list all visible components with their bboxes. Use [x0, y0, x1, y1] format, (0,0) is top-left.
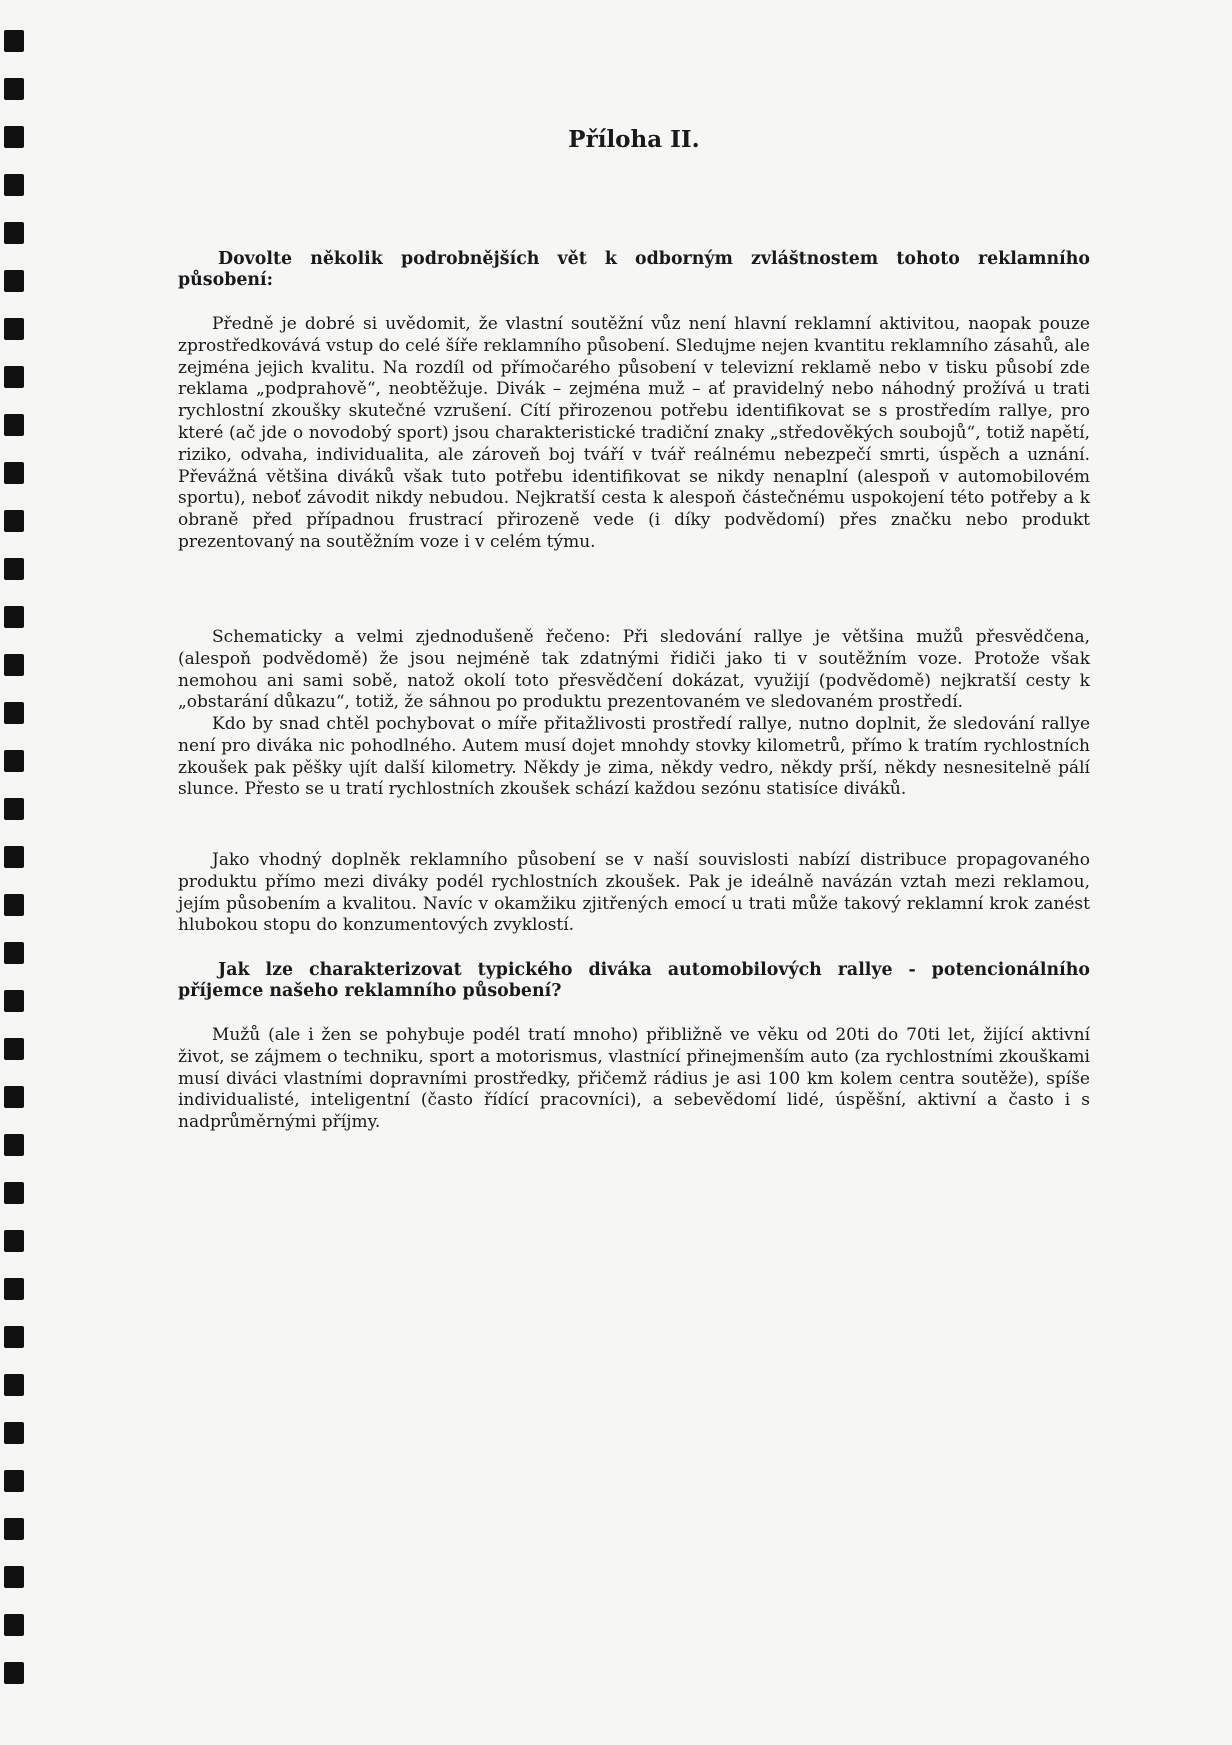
binding-hole — [4, 1470, 24, 1492]
binding-hole — [4, 414, 24, 436]
binding-hole — [4, 1662, 24, 1684]
binding-hole — [4, 1278, 24, 1300]
binding-hole — [4, 750, 24, 772]
paragraph: Jako vhodný doplněk reklamního působení se v naší souvislosti nabízí distribuce propagovaného produktu přímo mezi diváky podél rychlostních zkoušek. Pak je ideálně navázán vztah mezi reklamou, jejím působením a kvalitou. Navíc v okamžiku zjitřených emocí u trati může takový reklamní krok zanést hlubokou stopu do konzumentových zvyklostí. — [178, 850, 1090, 936]
binding-hole — [4, 366, 24, 388]
binding-hole — [4, 1566, 24, 1588]
section-heading: Dovolte několik podrobnějších vět k odborným zvláštnostem tohoto reklamního působení: — [178, 249, 1090, 290]
binding-hole — [4, 462, 24, 484]
section-heading: Jak lze charakterizovat typického diváka automobilových rallye - potencionálního příjemce našeho reklamního působení? — [178, 960, 1090, 1001]
paragraph: Předně je dobré si uvědomit, že vlastní soutěžní vůz není hlavní reklamní aktivitou, naopak pouze zprostředkovává vstup do celé šíře reklamního působení. Sledujme nejen kvantitu reklamního zásahů, ale zejména jejich kvalitu. Na rozdíl od přímočarého působení v televizní reklamě nebo v tisku působí zde reklama „podprahově“, neobtěžuje. Divák – zejména muž – ať pravidelný nebo náhodný prožívá u trati rychlostní zkoušky skutečné vzrušení. Cítí přirozenou potřebu identifikovat se s prostředím rallye, pro které (ač jde o novodobý sport) jsou charakteristické tradiční znaky „středověkých soubojů“, totiž napětí, riziko, odvaha, individualita, ale zároveň boj tváří v tvář reálnému nebezpečí smrti, úspěch a uznání. Převážná většina diváků však tuto potřebu identifikovat se nikdy nenaplní (alespoň v automobilovém sportu), neboť závodit nikdy nebudou. Nejkratší cesta k alespoň částečnému uspokojení této potřeby a k obraně před případnou frustrací přirozeně vede (i díky podvědomí) přes značku nebo produkt prezentovaný na soutěžním voze i v celém týmu. — [178, 314, 1090, 552]
binding-hole — [4, 1182, 24, 1204]
binding-hole — [4, 1086, 24, 1108]
paragraph: Mužů (ale i žen se pohybuje podél tratí mnoho) přibližně ve věku od 20ti do 70ti let, žijící aktivní život, se zájmem o techniku, sport a motorismus, vlastnící přinejmenším auto (za rychlostními zkouškami musí diváci vlastními dopravními prostředky, přičemž rádius je asi 100 km kolem centra soutěže), spíše individualisté, inteligentní (často řídící pracovníci), a sebevědomí lidé, úspěšní, aktivní a často i s nadprůměrnými příjmy. — [178, 1025, 1090, 1133]
binding-hole — [4, 174, 24, 196]
binding-hole — [4, 942, 24, 964]
binding-hole — [4, 558, 24, 580]
binding-hole — [4, 126, 24, 148]
binding-hole — [4, 1374, 24, 1396]
binding-hole — [4, 270, 24, 292]
binding-hole — [4, 1038, 24, 1060]
binding-hole — [4, 78, 24, 100]
paragraph: Schematicky a velmi zjednodušeně řečeno: Při sledování rallye je většina mužů přesvědčena, (alespoň podvědomě) že jsou nejméně tak zdatnými řidiči jako ti v soutěžním voze. Protože však nemohou ani sami sobě, natož okolí toto přesvědčení dokázat, využijí (podvědomě) nejkratší cesty k „obstarání důkazu“, totiž, že sáhnou po produktu prezentovaném ve sledovaném prostředí. — [178, 627, 1090, 713]
binding-hole — [4, 654, 24, 676]
binding-holes — [4, 0, 24, 1745]
binding-hole — [4, 702, 24, 724]
binding-hole — [4, 1134, 24, 1156]
binding-hole — [4, 990, 24, 1012]
binding-hole — [4, 1422, 24, 1444]
binding-hole — [4, 1518, 24, 1540]
binding-hole — [4, 510, 24, 532]
binding-hole — [4, 798, 24, 820]
binding-hole — [4, 318, 24, 340]
page-title: Příloha II. — [568, 126, 700, 153]
binding-hole — [4, 846, 24, 868]
binding-hole — [4, 606, 24, 628]
binding-hole — [4, 1230, 24, 1252]
binding-hole — [4, 894, 24, 916]
binding-hole — [4, 1614, 24, 1636]
binding-hole — [4, 1326, 24, 1348]
paragraph: Kdo by snad chtěl pochybovat o míře přitažlivosti prostředí rallye, nutno doplnit, že sledování rallye není pro diváka nic pohodlného. Autem musí dojet mnohdy stovky kilometrů, přímo k tratím rychlostních zkoušek pak pěšky ujít další kilometry. Někdy je zima, někdy vedro, někdy prší, někdy nesnesitelně pálí slunce. Přesto se u tratí rychlostních zkoušek schází každou sezónu statisíce diváků. — [178, 714, 1090, 800]
binding-hole — [4, 222, 24, 244]
binding-hole — [4, 30, 24, 52]
